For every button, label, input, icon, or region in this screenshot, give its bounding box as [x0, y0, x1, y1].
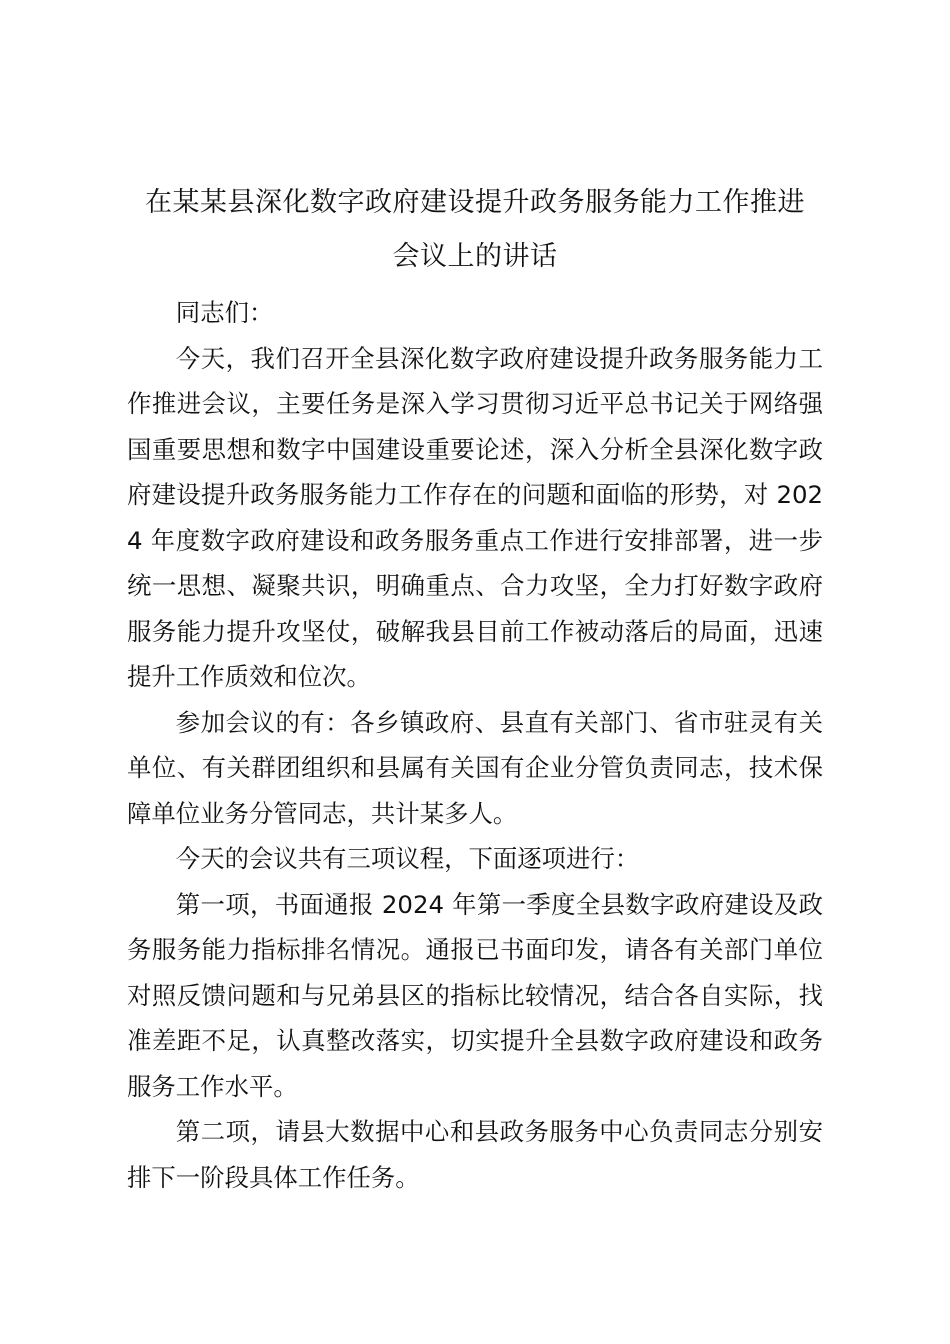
paragraph-agenda-item-2: 第二项，请县大数据中心和县政务服务中心负责同志分别安排下一阶段具体工作任务。 [127, 1117, 823, 1192]
paragraph-attendees: 参加会议的有：各乡镇政府、县直有关部门、省市驻灵有关单位、有关群团组织和县属有关国有企业分管负责同志，技术保障单位业务分管同志，共计某多人。 [127, 707, 823, 828]
salutation: 同志们： [175, 298, 274, 327]
document-title-line-2: 会议上的讲话 [392, 241, 558, 272]
paragraph-agenda-item-1: 第一项，书面通报 2024 年第一季度全县数字政府建设及政务服务能力指标排名情况。通报已书面印发，请各有关部门单位对照反馈问题和与兄弟县区的指标比较情况，结合各自实际，找准差距不足，认真整改落实，切实提升全县数字政府建设和政务服务工作水平。 [127, 889, 823, 1101]
paragraph-agenda-intro: 今天的会议共有三项议程，下面逐项进行： [175, 844, 640, 873]
document-title [127, 176, 823, 284]
document-title-line-1: 在某某县深化数字政府建设提升政务服务能力工作推进 [145, 187, 805, 218]
paragraph-opening: 今天，我们召开全县深化数字政府建设提升政务服务能力工作推进会议，主要任务是深入学习贯彻习近平总书记关于网络强国重要思想和数字中国建设重要论述，深入分析全县深化数字政府建设提升政务服务能力工作存在的问题和面临的形势，对 2024 年度数字政府建设和政务服务重点工作进行安排部署，进一步统一思想、凝聚共识，明确重点、合力攻坚，全力打好数字政府服务能力提升攻坚仗，破解我县目前工作被动落后的局面，迅速提升工作质效和位次。 [127, 343, 823, 691]
document-page [127, 176, 823, 1200]
